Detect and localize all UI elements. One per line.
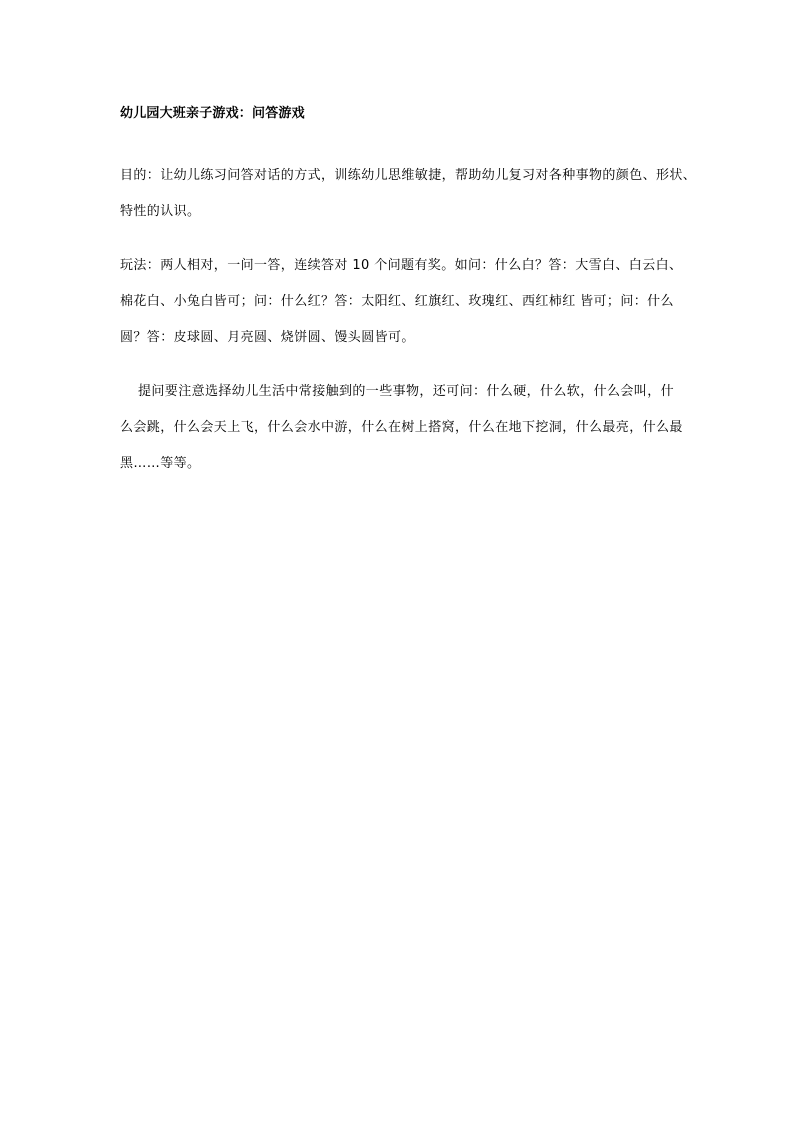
paragraph-tips: [120, 374, 683, 482]
document-title: 幼儿园大班亲子游戏：问答游戏: [120, 106, 305, 121]
document-content: [120, 104, 697, 500]
paragraph-purpose: [120, 158, 697, 230]
paragraph-line: 目的：让幼儿练习问答对话的方式，训练幼儿思维敏捷，帮助幼儿复习对各种事物的颜色、形状、: [120, 168, 697, 183]
paragraph-line: 棉花白、小兔白皆可；问：什么红？答：太阳红、红旗红、玫瑰红、西红柿红 皆可；问：什么: [120, 294, 674, 309]
paragraph-line: 圆？答：皮球圆、月亮圆、烧饼圆、馒头圆皆可。: [120, 330, 415, 345]
paragraph-line: 玩法：两人相对，一问一答，连续答对 10 个问题有奖。如问：什么白？答：大雪白、白云白、: [120, 258, 683, 273]
paragraph-line: 特性的认识。: [120, 204, 201, 219]
paragraph-line: 么会跳，什么会天上飞，什么会水中游，什么在树上搭窝，什么在地下挖洞，什么最亮，什么最: [120, 420, 683, 435]
paragraph-line: 提问要注意选择幼儿生活中常接触到的一些事物，还可问：什么硬，什么软，什么会叫，什: [138, 384, 675, 399]
paragraph-gameplay: [120, 248, 683, 356]
paragraph-line: 黑……等等。: [120, 456, 201, 471]
